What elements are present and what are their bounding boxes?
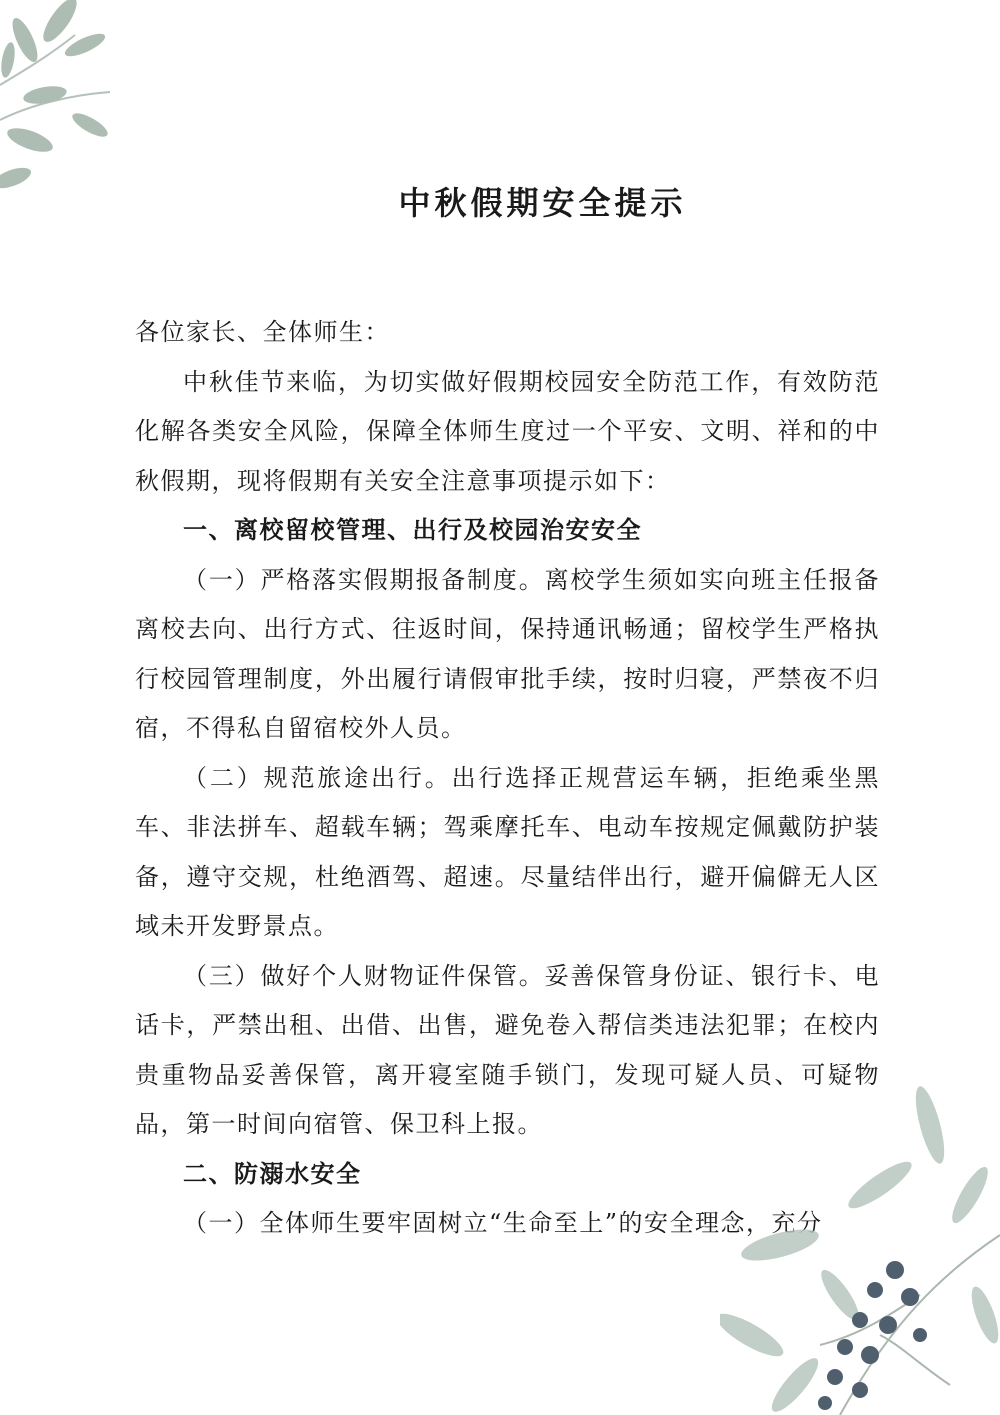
section1-item-2: （二）规范旅途出行。出行选择正规营运车辆，拒绝乘坐黑车、非法拼车、超载车辆；驾乘摩托车、电动车按规定佩戴防护装备，遵守交规，杜绝酒驾、超速。尽量结伴出行，避开偏僻无人区域未开发野景点。 <box>135 763 880 940</box>
eucalyptus-berry-illustration-bottom <box>720 1085 1000 1415</box>
section-heading-1: 一、离校留校管理、出行及校园治安安全 <box>183 516 642 544</box>
section1-item-3: （三）做好个人财物证件保管。妥善保管身份证、银行卡、电话卡，严禁出租、出借、出售，避免卷入帮信类违法犯罪；在校内贵重物品妥善保管，离开寝室随手锁门，发现可疑人员、可疑物品，第一时间向宿管、保卫科上报。 <box>135 961 880 1138</box>
intro-paragraph: 中秋佳节来临，为切实做好假期校园安全防范工作，有效防范化解各类安全风险，保障全体师生度过一个平安、文明、祥和的中秋假期，现将假期有关安全注意事项提示如下： <box>135 367 880 495</box>
leaf-branch-illustration-top <box>0 0 130 200</box>
salutation: 各位家长、全体师生： <box>135 318 390 346</box>
page-title: 中秋假期安全提示 <box>398 184 687 222</box>
section-heading-2: 二、防溺水安全 <box>183 1159 362 1188</box>
section1-item-1: （一）严格落实假期报备制度。离校学生须如实向班主任报备离校去向、出行方式、往返时间，保持通讯畅通；留校学生严格执行校园管理制度，外出履行请假审批手续，按时归寝，严禁夜不归宿，不得私自留宿校外人员。 <box>135 565 880 742</box>
section2-item-1: （一）全体师生要牢固树立“生命至上”的安全理念，充分 <box>183 1209 823 1237</box>
